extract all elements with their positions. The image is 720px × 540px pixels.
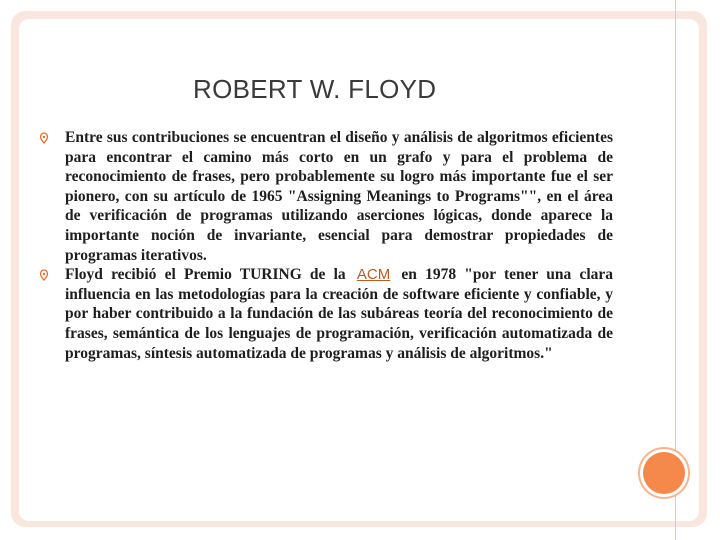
acm-link[interactable]: ACM	[356, 266, 391, 284]
bullet-icon	[38, 269, 52, 283]
bullet-text-after: en 1978 "por tener una clara influencia en las metodologías para la creación de software eficiente y confiable, y por haber contribuido a la fundación de las subáreas teoría del reconocimiento de frases, semántica de los lenguajes de programación, verificación automatizada de programas, síntesis automatizada de programas y análisis de algoritmos."	[65, 266, 614, 362]
decorative-circle	[643, 452, 685, 494]
bullet-text-before: Floyd recibió el Premio TURING de la	[65, 266, 346, 284]
bullet-icon	[38, 132, 52, 146]
slide-title: ROBERT W. FLOYD	[193, 74, 437, 104]
bullet-text	[65, 265, 613, 363]
slide-content	[38, 128, 613, 363]
bullet-item	[38, 265, 613, 363]
bullet-item	[38, 128, 613, 265]
bullet-text: Entre sus contribuciones se encuentran el diseño y análisis de algoritmos eficientes para encontrar el camino más corto en un grafo y para el problema de reconocimiento de frases, pero probablemente su logro más importante fue el ser pionero, con su artículo de 1965 "Assigning Meanings to Programs"", en el área de verificación de programas utilizando aserciones lógicas, donde aparece la importante noción de invariante, esencial para demostrar propiedades de programas iterativos.	[65, 129, 613, 264]
